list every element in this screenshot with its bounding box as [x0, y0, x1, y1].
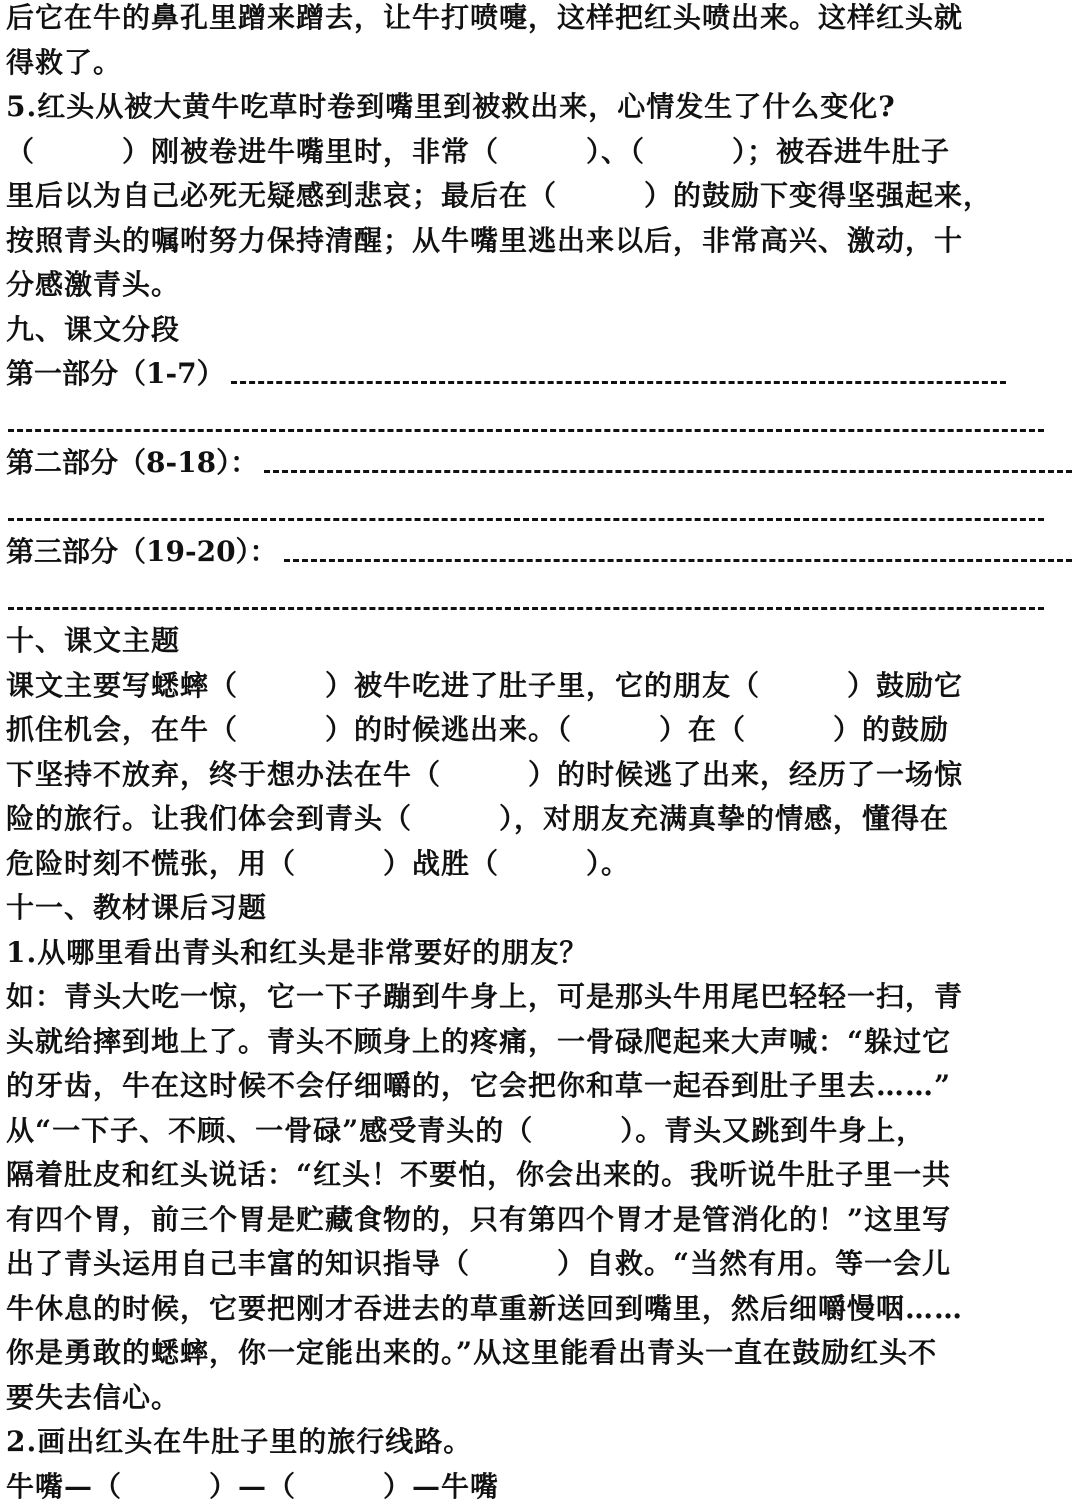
answer-blank-line[interactable]	[8, 518, 1044, 521]
answer-blank-row	[6, 397, 1072, 442]
question-5-heading: 5.红头从被大黄牛吃草时卷到嘴里到被救出来，心情发生了什么变化?	[6, 90, 896, 123]
text-line: 课文主要写蟋蟀（ ）被牛吃进了肚子里，它的朋友（ ）鼓励它	[6, 668, 964, 702]
text-line: 有四个胃，前三个胃是贮藏食物的，只有第四个胃才是管消化的！”这里写	[6, 1202, 952, 1236]
text-line: 分感激青头。	[6, 268, 181, 301]
answer-blank-line[interactable]	[284, 559, 1072, 562]
part-2-label: 第二部分（8-18）：	[6, 446, 259, 479]
text-line: 下坚持不放弃，终于想办法在牛（ ）的时候逃了出来，经历了一场惊	[6, 757, 964, 791]
answer-blank-row	[6, 486, 1072, 531]
answer-blank-line[interactable]	[231, 381, 1006, 384]
answer-blank-line[interactable]	[8, 607, 1044, 610]
text-line: 险的旅行。让我们体会到青头（ ），对朋友充满真挚的情感，懂得在	[6, 802, 950, 835]
text-line: （ ）刚被卷进牛嘴里时，非常（ ）、（ ）；被吞进牛肚子	[6, 134, 951, 168]
text-line: 后它在牛的鼻孔里蹭来蹭去，让牛打喷嚏，这样把红头喷出来。这样红头就	[6, 1, 964, 34]
text-line: 隔着肚皮和红头说话：“红头！不要怕，你会出来的。我听说牛肚子里一共	[6, 1158, 952, 1191]
text-line: 出了青头运用自己丰富的知识指导（ ）自救。“当然有用。等一会儿	[6, 1247, 952, 1280]
text-line: 里后以为自己必死无疑感到悲哀；最后在（ ）的鼓励下变得坚强起来，	[6, 179, 993, 212]
part-2-row	[6, 441, 1072, 486]
text-line: 从“一下子、不顾、一骨碌”感受青头的（ ）。青头又跳到牛身上，	[6, 1113, 926, 1147]
part-1-label: 第一部分（1-7）	[6, 357, 225, 390]
question-2-heading: 2.画出红头在牛肚子里的旅行线路。	[6, 1425, 473, 1458]
text-line: 如：青头大吃一惊，它一下子蹦到牛身上，可是那头牛用尾巴轻轻一扫，青	[6, 980, 964, 1013]
part-1-row	[6, 352, 1072, 397]
text-line: 危险时刻不慌张，用（ ）战胜（ ）。	[6, 846, 631, 880]
route-line: 牛嘴—（ ）—（ ）—牛嘴	[6, 1469, 500, 1503]
section-heading-11: 十一、教材课后习题	[6, 891, 268, 924]
answer-blank-row	[6, 575, 1072, 620]
text-line: 你是勇敢的蟋蟀，你一定能出来的。”从这里能看出青头一直在鼓励红头不	[6, 1336, 938, 1369]
text-line: 的牙齿，牛在这时候不会仔细嚼的，它会把你和草一起吞到肚子里去……”	[6, 1069, 952, 1102]
text-line: 要失去信心。	[6, 1380, 181, 1414]
question-1-heading: 1.从哪里看出青头和红头是非常要好的朋友？	[6, 935, 589, 969]
text-line: 抓住机会，在牛（ ）的时候逃出来。（ ）在（ ）的鼓励	[6, 713, 950, 746]
text-line: 头就给摔到地上了。青头不顾身上的疼痛，一骨碌爬起来大声喊：“躲过它	[6, 1024, 952, 1058]
text-line: 得救了。	[6, 45, 123, 79]
text-line: 按照青头的嘱咐努力保持清醒；从牛嘴里逃出来以后，非常高兴、激动，十	[6, 223, 964, 257]
part-3-label: 第三部分（19-20）：	[6, 535, 278, 568]
text-line: 牛休息的时候，它要把刚才吞进去的草重新送回到嘴里，然后细嚼慢咽……	[6, 1291, 964, 1325]
section-heading-9: 九、课文分段	[6, 312, 181, 346]
section-heading-10: 十、课文主题	[6, 624, 181, 657]
part-3-row	[6, 530, 1072, 575]
answer-blank-line[interactable]	[264, 470, 1072, 473]
answer-blank-line[interactable]	[8, 429, 1044, 432]
